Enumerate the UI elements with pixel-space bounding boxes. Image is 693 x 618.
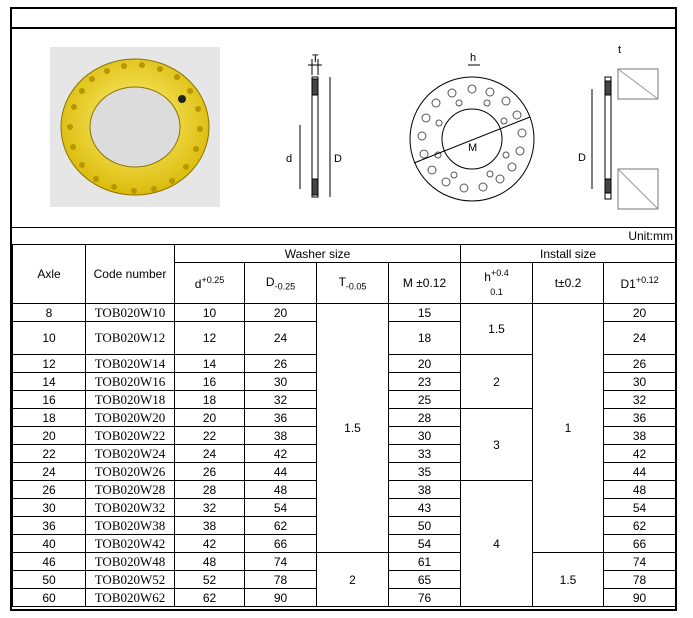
- merged-h-b: 2: [461, 355, 533, 409]
- table-cell: 36: [245, 409, 317, 427]
- table-cell: 26: [175, 463, 245, 481]
- spec-sheet: [10, 7, 677, 611]
- table-cell: 32: [175, 499, 245, 517]
- table-cell: 78: [245, 571, 317, 589]
- table-cell: 42: [245, 445, 317, 463]
- table-cell: 60: [13, 589, 86, 607]
- table-cell: 14: [13, 373, 86, 391]
- table-cell: 54: [604, 499, 676, 517]
- table-cell: TOB020W18: [86, 391, 175, 409]
- table-cell: TOB020W38: [86, 517, 175, 535]
- install-drawing: [592, 69, 658, 209]
- table-cell: 43: [389, 499, 461, 517]
- table-cell: 52: [175, 571, 245, 589]
- table-cell: 54: [245, 499, 317, 517]
- figure-strip: [12, 29, 675, 228]
- title-bar: [12, 9, 675, 29]
- merged-h-a: 1.5: [461, 304, 533, 355]
- table-cell: TOB020W42: [86, 535, 175, 553]
- merged-h-d: 4: [461, 481, 533, 607]
- table-cell: 65: [389, 571, 461, 589]
- unit-label: Unit:mm: [628, 229, 673, 243]
- label-D: D: [334, 153, 342, 165]
- table-cell: TOB020W16: [86, 373, 175, 391]
- table-cell: 36: [13, 517, 86, 535]
- washer-photo: [50, 47, 220, 207]
- table-cell: 48: [245, 481, 317, 499]
- header-axle: Axle: [13, 245, 86, 304]
- table-cell: 44: [604, 463, 676, 481]
- table-cell: 28: [175, 481, 245, 499]
- table-cell: 18: [389, 322, 461, 355]
- header-d: $d^{+0.25}$: [175, 263, 245, 304]
- table-cell: TOB020W10: [86, 304, 175, 322]
- label-d: d: [286, 153, 293, 165]
- table-cell: 44: [245, 463, 317, 481]
- table-cell: 50: [389, 517, 461, 535]
- table-cell: 32: [604, 391, 676, 409]
- table-cell: 20: [604, 304, 676, 322]
- table-cell: 35: [389, 463, 461, 481]
- washer-section-drawing: [300, 59, 330, 197]
- table-cell: 38: [389, 481, 461, 499]
- table-cell: 24: [604, 322, 676, 355]
- table-cell: 22: [175, 427, 245, 445]
- table-cell: 30: [604, 373, 676, 391]
- table-cell: TOB020W48: [86, 553, 175, 571]
- figures-svg: [12, 29, 675, 227]
- table-cell: 20: [175, 409, 245, 427]
- washer-plan-drawing: [410, 65, 534, 201]
- table-cell: 66: [245, 535, 317, 553]
- merged-t-b: 1.5: [533, 553, 604, 607]
- table-cell: 62: [175, 589, 245, 607]
- header-t: t±0.2: [533, 263, 604, 304]
- table-cell: 40: [13, 535, 86, 553]
- table-cell: 32: [245, 391, 317, 409]
- table-cell: 62: [604, 517, 676, 535]
- merged-T-a: 1.5: [317, 304, 389, 553]
- table-cell: 54: [389, 535, 461, 553]
- table-cell: 38: [604, 427, 676, 445]
- table-cell: 20: [245, 304, 317, 322]
- header-washer-size: Washer size: [175, 245, 461, 263]
- table-cell: 10: [13, 322, 86, 355]
- table-cell: TOB020W22: [86, 427, 175, 445]
- header-install-size: Install size: [461, 245, 676, 263]
- label-t: t: [618, 44, 622, 56]
- spec-table: [12, 244, 676, 607]
- table-cell: 12: [175, 322, 245, 355]
- table-cell: 33: [389, 445, 461, 463]
- table-cell: 48: [604, 481, 676, 499]
- table-cell: 15: [389, 304, 461, 322]
- table-cell: 24: [175, 445, 245, 463]
- table-cell: 20: [389, 355, 461, 373]
- table-cell: TOB020W20: [86, 409, 175, 427]
- table-cell: 30: [389, 427, 461, 445]
- table-cell: TOB020W24: [86, 445, 175, 463]
- table-cell: 38: [245, 427, 317, 445]
- table-cell: 18: [13, 409, 86, 427]
- header-h: $h^{+0.4}$ 0.1: [461, 263, 533, 304]
- label-M: M: [468, 142, 478, 154]
- table-cell: 16: [13, 391, 86, 409]
- label-D1: D: [578, 152, 586, 164]
- table-cell: 61: [389, 553, 461, 571]
- table-cell: 62: [245, 517, 317, 535]
- table-cell: TOB020W32: [86, 499, 175, 517]
- table-cell: 25: [389, 391, 461, 409]
- table-cell: 30: [13, 499, 86, 517]
- header-T: $T_{-0.05}$: [317, 263, 389, 304]
- merged-T-b: 2: [317, 553, 389, 607]
- table-cell: 26: [13, 481, 86, 499]
- header-D1: $D1^{+0.12}$: [604, 263, 676, 304]
- table-cell: 90: [245, 589, 317, 607]
- merged-h-c: 3: [461, 409, 533, 481]
- table-cell: 30: [245, 373, 317, 391]
- table-cell: 36: [604, 409, 676, 427]
- label-T: T: [312, 53, 319, 65]
- table-cell: 46: [13, 553, 86, 571]
- table-cell: TOB020W52: [86, 571, 175, 589]
- table-cell: 28: [389, 409, 461, 427]
- table-cell: TOB020W12: [86, 322, 175, 355]
- table-cell: 50: [13, 571, 86, 589]
- table-cell: 8: [13, 304, 86, 322]
- table-cell: 26: [245, 355, 317, 373]
- table-cell: 22: [13, 445, 86, 463]
- table-cell: 16: [175, 373, 245, 391]
- table-row: [13, 304, 676, 322]
- label-h: h: [470, 52, 477, 64]
- table-cell: 90: [604, 589, 676, 607]
- table-cell: 10: [175, 304, 245, 322]
- table-cell: 42: [175, 535, 245, 553]
- table-cell: 14: [175, 355, 245, 373]
- table-cell: 38: [175, 517, 245, 535]
- table-cell: 74: [245, 553, 317, 571]
- header-code: Code number: [86, 245, 175, 304]
- table-cell: TOB020W62: [86, 589, 175, 607]
- table-cell: 42: [604, 445, 676, 463]
- table-cell: 78: [604, 571, 676, 589]
- table-cell: 74: [604, 553, 676, 571]
- table-cell: 26: [604, 355, 676, 373]
- table-cell: 48: [175, 553, 245, 571]
- table-row: [13, 553, 676, 571]
- table-cell: TOB020W28: [86, 481, 175, 499]
- header-M: M ±0.12: [389, 263, 461, 304]
- table-cell: TOB020W26: [86, 463, 175, 481]
- merged-t-a: 1: [533, 304, 604, 553]
- table-cell: TOB020W14: [86, 355, 175, 373]
- table-cell: 24: [245, 322, 317, 355]
- table-cell: 18: [175, 391, 245, 409]
- table-cell: 23: [389, 373, 461, 391]
- table-cell: 20: [13, 427, 86, 445]
- table-cell: 24: [13, 463, 86, 481]
- table-cell: 66: [604, 535, 676, 553]
- table-cell: 76: [389, 589, 461, 607]
- header-D: $D_{-0.25}$: [245, 263, 317, 304]
- table-cell: 12: [13, 355, 86, 373]
